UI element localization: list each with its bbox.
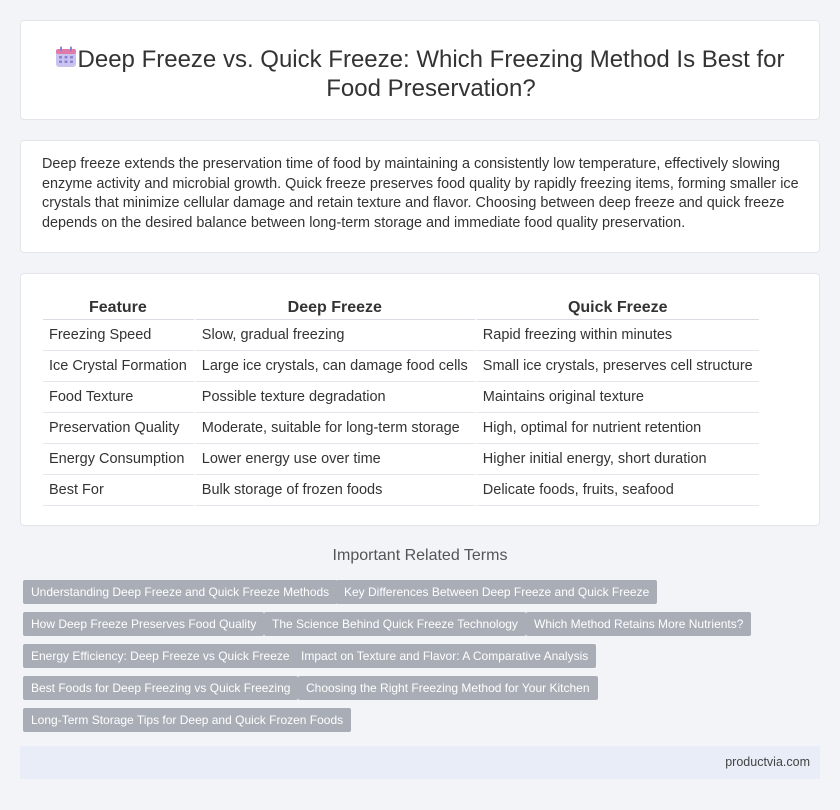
page-title: Deep Freeze vs. Quick Freeze: Which Freezing Method Is Best for Food Preservation? (77, 46, 785, 102)
footer-site-link[interactable]: productvia.com (725, 755, 810, 769)
table-row (43, 413, 759, 444)
table-cell: Bulk storage of frozen foods (196, 475, 477, 506)
comparison-table (43, 295, 759, 506)
table-cell: High, optimal for nutrient retention (477, 413, 759, 444)
related-terms-heading: Important Related Terms (332, 547, 508, 564)
table-cell: Small ice crystals, preserves cell structure (477, 351, 759, 382)
table-row (43, 382, 759, 413)
table-cell: Higher initial energy, short duration (477, 444, 759, 475)
table-cell: Maintains original texture (477, 382, 759, 413)
table-row (43, 475, 759, 506)
header-card (20, 20, 820, 120)
footer (20, 746, 820, 779)
table-cell: Possible texture degradation (196, 382, 477, 413)
related-term-link[interactable]: How Deep Freeze Preserves Food Quality (23, 612, 264, 636)
table-row (43, 351, 759, 382)
intro-card (20, 140, 820, 253)
related-term-link[interactable]: The Science Behind Quick Freeze Technology (264, 612, 526, 636)
table-header-row (43, 295, 759, 320)
header-feature: Feature (43, 295, 196, 320)
table-row (43, 320, 759, 351)
related-term-link[interactable]: Choosing the Right Freezing Method for Your Kitchen (298, 676, 598, 700)
table-cell: Food Texture (43, 382, 196, 413)
table-cell: Preservation Quality (43, 413, 196, 444)
table-cell: Lower energy use over time (196, 444, 477, 475)
intro-paragraph: Deep freeze extends the preservation time of food by maintaining a consistently low temperature, effectively slowing enzyme activity and microbial growth. Quick freeze preserves food quality by rapidly freezing items, forming smaller ice crystals that minimize cellular damage and retain texture and flavor. Choosing between deep freeze and quick freeze depends on the desired balance between long-term storage and immediate food quality preservation. (42, 156, 799, 231)
table-cell: Best For (43, 475, 196, 506)
related-term-link[interactable]: Which Method Retains More Nutrients? (526, 612, 751, 636)
table-cell: Freezing Speed (43, 320, 196, 351)
table-cell: Large ice crystals, can damage food cells (196, 351, 477, 382)
related-term-link[interactable]: Key Differences Between Deep Freeze and Quick Freeze (336, 580, 657, 604)
header-quick-freeze: Quick Freeze (477, 295, 759, 320)
related-term-link[interactable]: Long-Term Storage Tips for Deep and Quick Frozen Foods (23, 708, 351, 732)
table-row (43, 444, 759, 475)
related-term-link[interactable]: Impact on Texture and Flavor: A Comparative Analysis (293, 644, 596, 668)
table-cell: Ice Crystal Formation (43, 351, 196, 382)
comparison-table-card (20, 273, 820, 526)
header-deep-freeze: Deep Freeze (196, 295, 477, 320)
related-term-link[interactable]: Best Foods for Deep Freezing vs Quick Freezing (23, 676, 298, 700)
related-term-link[interactable]: Energy Efficiency: Deep Freeze vs Quick Freeze (23, 644, 298, 668)
table-cell: Rapid freezing within minutes (477, 320, 759, 351)
table-cell: Delicate foods, fruits, seafood (477, 475, 759, 506)
related-term-link[interactable]: Understanding Deep Freeze and Quick Freeze Methods (23, 580, 337, 604)
table-cell: Moderate, suitable for long-term storage (196, 413, 477, 444)
table-cell: Energy Consumption (43, 444, 196, 475)
table-cell: Slow, gradual freezing (196, 320, 477, 351)
